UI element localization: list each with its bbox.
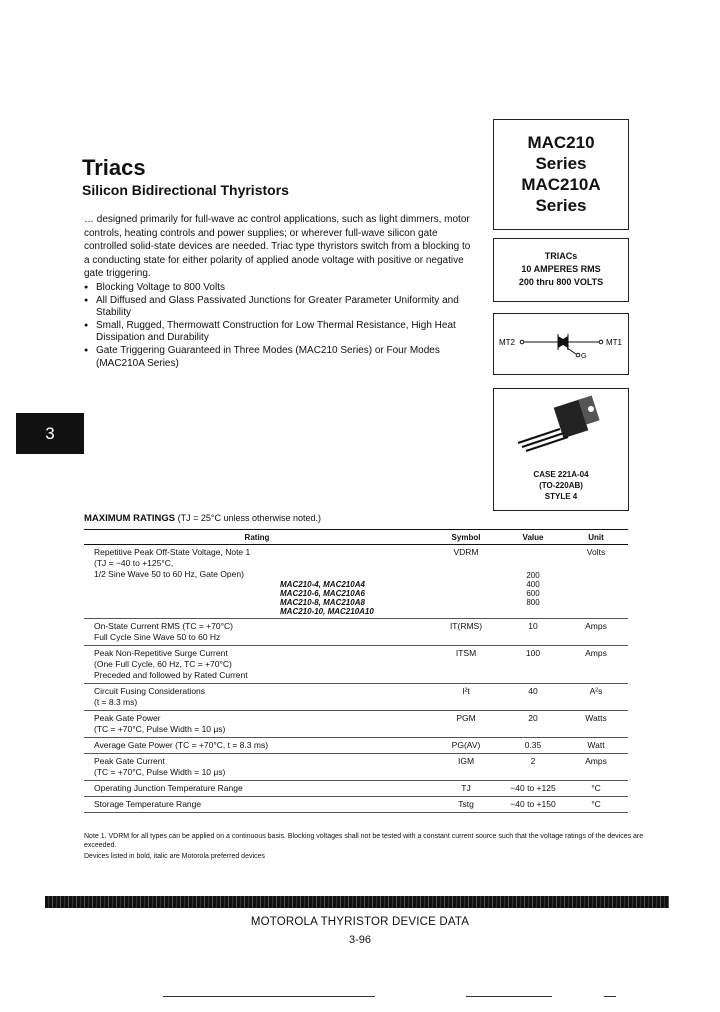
to220-package-icon: [494, 389, 628, 469]
value-item: 400: [526, 580, 540, 589]
footer-divider-bar: [45, 896, 669, 908]
scan-artifact-line: [604, 996, 616, 997]
rating-cell: [84, 781, 430, 797]
rating-cell: [84, 797, 430, 813]
rating-line: Peak Gate Current: [94, 756, 165, 766]
table-row: [84, 781, 628, 797]
symbol-cell: IGM: [430, 754, 502, 781]
symbol-cell: PG(AV): [430, 738, 502, 754]
unit-cell: Watt: [564, 738, 628, 754]
table-row: [84, 711, 628, 738]
spec-box: [493, 238, 629, 302]
ratings-heading-note: (TJ = 25°C unless otherwise noted.): [177, 513, 322, 523]
table-header-row: [84, 530, 628, 545]
footnote-2: Devices listed in bold, italic are Motorola preferred devices: [84, 853, 265, 860]
value-cell: 20: [502, 711, 564, 738]
value-cell: [502, 545, 564, 619]
rating-cell: [84, 545, 430, 619]
rating-line: Circuit Fusing Considerations: [94, 686, 206, 696]
rating-line: Peak Non-Repetitive Surge Current: [94, 648, 228, 658]
max-ratings-table: [84, 529, 628, 813]
feature-item: ● Small, Rugged, Thermowatt Construction for Low Thermal Resistance, High Heat Dissipation and Durability: [84, 320, 484, 345]
case-line: (TO-220AB): [539, 481, 583, 490]
rating-line: Average Gate Power (TC = +70°C, t = 8.3 ms): [94, 740, 269, 750]
model-name: MAC210-6, MAC210A6: [280, 589, 365, 598]
rating-cell: [84, 646, 430, 684]
footer-title: MOTOROLA THYRISTOR DEVICE DATA: [250, 916, 470, 928]
unit-cell: °C: [564, 781, 628, 797]
model-name: MAC210-4, MAC210A4: [280, 580, 365, 589]
value-list: [502, 571, 564, 607]
feature-item: ● Blocking Voltage to 800 Volts: [84, 282, 484, 295]
rating-cell: [84, 738, 430, 754]
page-number: 3-96: [348, 934, 372, 946]
rating-line: Storage Temperature Range: [94, 799, 202, 809]
symbol-cell: Tstg: [430, 797, 502, 813]
symbol-cell: VDRM: [430, 545, 502, 619]
ratings-heading: [84, 513, 321, 524]
triac-symbol-icon: [494, 314, 628, 374]
symbol-cell: I²t: [430, 684, 502, 711]
rating-line: Preceded and followed by Rated Current: [94, 670, 248, 680]
rating-line: (TC = +70°C, Pulse Width = 10 μs): [94, 724, 226, 734]
rating-line: (TJ = −40 to +125°C,: [94, 558, 174, 568]
unit-cell: A²s: [564, 684, 628, 711]
rating-line: (t = 8.3 ms): [94, 697, 138, 707]
scan-artifact-line: [466, 996, 552, 997]
gate-label: G: [581, 353, 587, 360]
rating-line: Full Cycle Sine Wave 50 to 60 Hz: [94, 632, 221, 642]
rating-line: On-State Current RMS (TC = +70°C): [94, 621, 233, 631]
table-row: [84, 797, 628, 813]
unit-cell: Watts: [564, 711, 628, 738]
part-line: Series: [535, 154, 587, 173]
header-unit: Unit: [564, 530, 628, 545]
rating-cell: [84, 711, 430, 738]
part-line: MAC210A: [521, 175, 601, 194]
value-cell: 40: [502, 684, 564, 711]
rating-line: 1/2 Sine Wave 50 to 60 Hz, Gate Open): [94, 569, 244, 579]
unit-cell: °C: [564, 797, 628, 813]
unit-cell: Amps: [564, 646, 628, 684]
spec-line: TRIACs: [544, 251, 578, 261]
part-number-box: [493, 119, 629, 230]
feature-list: [84, 282, 484, 370]
spec-line: 10 AMPERES RMS: [521, 264, 601, 274]
unit-cell: Amps: [564, 754, 628, 781]
mt1-label: MT1: [606, 338, 622, 347]
rating-line: Peak Gate Power: [94, 713, 161, 723]
case-line: STYLE 4: [544, 492, 578, 501]
value-item: 800: [526, 598, 540, 607]
footnote-1: Note 1. VDRM for all types can be applied on a continuous basis. Blocking voltages shall not be tested with a constant current source such that the voltage ratings of the devices are exceeded.: [84, 833, 644, 849]
value-cell: 10: [502, 619, 564, 646]
triac-symbol-box: [493, 313, 629, 375]
header-symbol: Symbol: [430, 530, 502, 545]
symbol-cell: PGM: [430, 711, 502, 738]
table-row: [84, 646, 628, 684]
value-cell: 100: [502, 646, 564, 684]
table-row: [84, 545, 628, 619]
value-cell: 0.35: [502, 738, 564, 754]
value-item: 600: [526, 589, 540, 598]
case-line: CASE 221A-04: [533, 470, 589, 479]
rating-cell: [84, 684, 430, 711]
rating-cell: [84, 754, 430, 781]
rating-cell: [84, 619, 430, 646]
table-row: [84, 738, 628, 754]
package-case-label: [494, 469, 628, 502]
value-cell: −40 to +125: [502, 781, 564, 797]
value-cell: 2: [502, 754, 564, 781]
rating-line: Repetitive Peak Off-State Voltage, Note 1: [94, 547, 251, 557]
page-subtitle: Silicon Bidirectional Thyristors: [82, 182, 289, 198]
value-cell: −40 to +150: [502, 797, 564, 813]
symbol-cell: ITSM: [430, 646, 502, 684]
value-item: 200: [526, 571, 540, 580]
table-row: [84, 684, 628, 711]
scan-artifact-line: [163, 996, 375, 997]
header-rating: Rating: [84, 530, 430, 545]
model-list: [280, 580, 430, 616]
part-line: MAC210: [527, 133, 595, 152]
page-title: Triacs: [82, 155, 146, 180]
table-row: [84, 619, 628, 646]
ratings-heading-bold: MAXIMUM RATINGS: [84, 513, 176, 524]
section-tab: 3: [16, 413, 84, 454]
unit-cell: Amps: [564, 619, 628, 646]
rating-line: (TC = +70°C, Pulse Width = 10 μs): [94, 767, 226, 777]
feature-item: ● All Diffused and Glass Passivated Junctions for Greater Parameter Uniformity and Stability: [84, 295, 484, 320]
symbol-cell: TJ: [430, 781, 502, 797]
model-name: MAC210-10, MAC210A10: [280, 607, 374, 616]
header-value: Value: [502, 530, 564, 545]
feature-item: ● Gate Triggering Guaranteed in Three Modes (MAC210 Series) or Four Modes (MAC210A Series): [84, 345, 484, 370]
rating-line: Operating Junction Temperature Range: [94, 783, 243, 793]
package-box: [493, 388, 629, 511]
intro-paragraph: … designed primarily for full-wave ac control applications, such as light dimmers, motor controls, heating controls and power supplies; or wherever full-wave silicon gate controlled solid-state devices are needed. Triac type thyristors switch from a blocking to a conducting state for either polarity of applied anode voltage with positive or negative gate triggering.: [84, 214, 471, 279]
symbol-cell: IT(RMS): [430, 619, 502, 646]
table-row: [84, 754, 628, 781]
rating-line: (One Full Cycle, 60 Hz, TC = +70°C): [94, 659, 232, 669]
part-number-lines: [494, 132, 628, 216]
part-line: Series: [535, 196, 587, 215]
model-name: MAC210-8, MAC210A8: [280, 598, 365, 607]
spec-line: 200 thru 800 VOLTS: [518, 277, 604, 287]
unit-cell: Volts: [564, 545, 628, 619]
mt2-label: MT2: [499, 338, 515, 347]
